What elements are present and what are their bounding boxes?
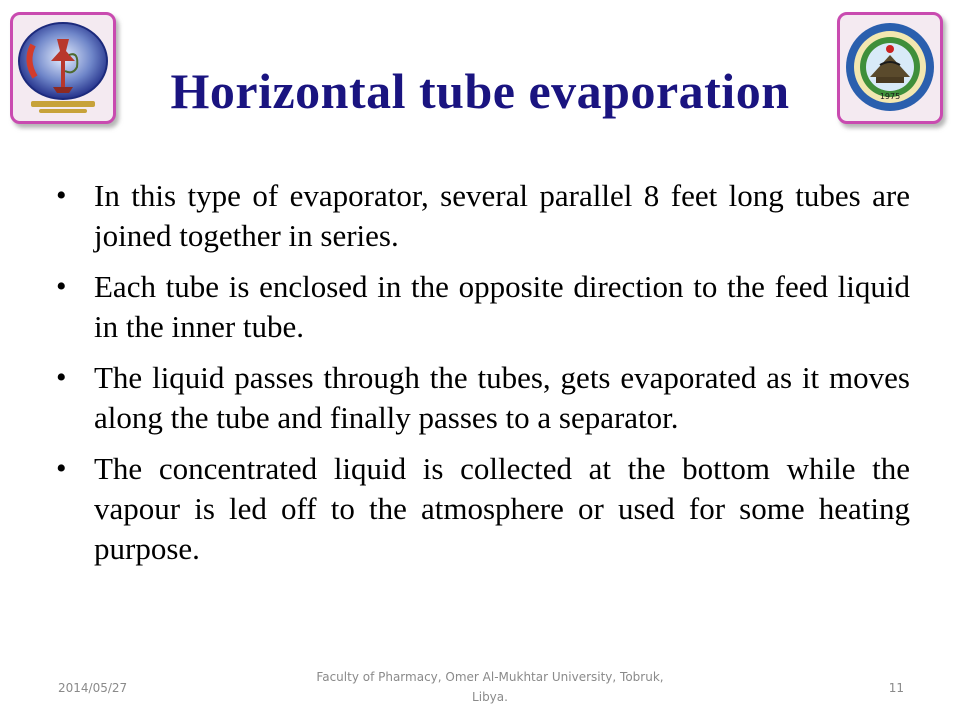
- bullet-list: [56, 176, 910, 580]
- bullet-dot-icon: •: [56, 270, 67, 303]
- footer-text: Faculty of Pharmacy, Omer Al-Mukhtar University, Tobruk, Libya.: [316, 670, 664, 704]
- bullet-text: The liquid passes through the tubes, gets evaporated as it moves along the tube and finally passes to a separator.: [94, 360, 910, 435]
- bullet-item: [56, 176, 910, 256]
- page-number: 11: [888, 681, 904, 695]
- bullet-item: [56, 358, 910, 438]
- bullet-item: [56, 449, 910, 569]
- bullet-item: [56, 267, 910, 347]
- bullet-dot-icon: •: [56, 361, 67, 394]
- bullet-text: In this type of evaporator, several parallel 8 feet long tubes are joined together in series.: [94, 178, 910, 253]
- bullet-dot-icon: •: [56, 452, 67, 485]
- bullet-dot-icon: •: [56, 179, 67, 212]
- slide-title: Horizontal tube evaporation: [170, 63, 790, 119]
- seal-year: 1975: [879, 92, 901, 101]
- footer-date: 2014/05/27: [58, 681, 128, 695]
- bullet-text: Each tube is enclosed in the opposite direction to the feed liquid in the inner tube.: [94, 269, 910, 344]
- bullet-text: The concentrated liquid is collected at the bottom while the vapour is led off to the atmosphere or used for some heating purpose.: [94, 451, 910, 566]
